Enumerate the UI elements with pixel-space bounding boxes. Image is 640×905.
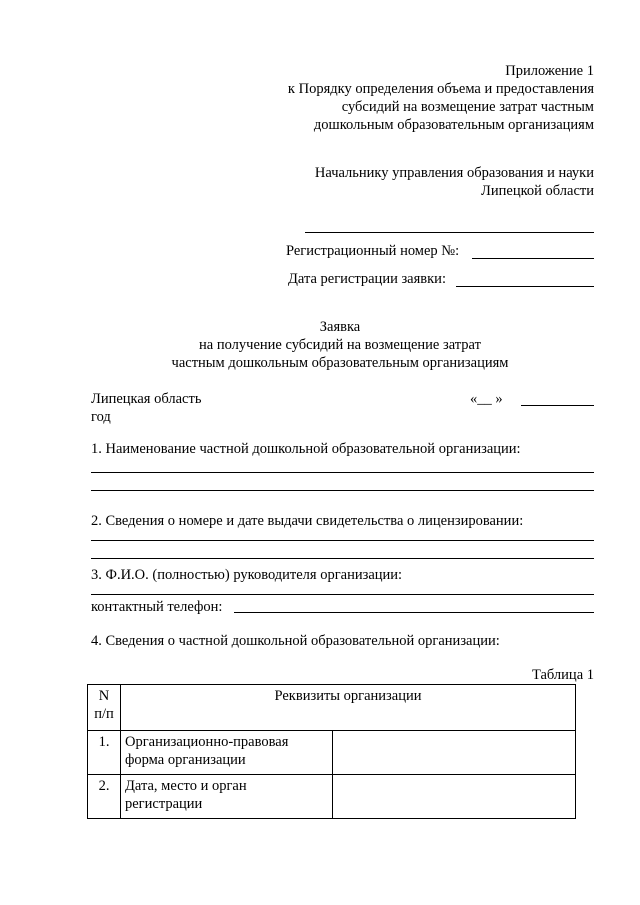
row-num-cell (88, 775, 121, 819)
row-label-cell (121, 731, 333, 775)
header-num-sub-label: п/п (94, 706, 114, 722)
section-1-field-line-1[interactable] (91, 472, 594, 473)
place-region: Липецкая область (91, 391, 202, 407)
date-month-field[interactable] (521, 405, 594, 406)
section-1-label: 1. Наименование частной дошкольной образовательной организации: (91, 441, 521, 457)
section-4-label: 4. Сведения о частной дошкольной образовательной организации: (91, 633, 500, 649)
appendix-title: Приложение 1 (505, 63, 594, 79)
table-row (88, 775, 576, 819)
requisites-table (87, 684, 576, 819)
table-header-row (88, 685, 576, 731)
header-num-cell (88, 685, 121, 731)
addressee-line-1: Начальнику управления образования и науки (314, 165, 594, 181)
section-2-field-line-1[interactable] (91, 540, 594, 541)
row-num: 2. (98, 778, 110, 794)
addressee-line-2: Липецкой области (481, 183, 594, 199)
date-day: «__ » (470, 391, 503, 407)
section-1-field-line-2[interactable] (91, 490, 594, 491)
phone-label: контактный телефон: (91, 599, 223, 615)
heading-line-3: частным дошкольным образовательным организациям (171, 355, 509, 371)
addressee-blank-line[interactable] (305, 232, 594, 233)
section-3-field-line[interactable] (91, 594, 594, 595)
date-year-label: год (91, 409, 111, 425)
row-label-line-2: форма организации (125, 752, 246, 768)
section-2-label: 2. Сведения о номере и дате выдачи свидетельства о лицензировании: (91, 513, 524, 529)
table-caption: Таблица 1 (531, 667, 594, 683)
appendix-line-2: субсидий на возмещение затрат частным (341, 99, 594, 115)
heading-title: Заявка (319, 319, 361, 335)
appendix-line-3: дошкольным образовательным организациям (313, 117, 594, 133)
appendix-line-1: к Порядку определения объема и предоставления (287, 81, 594, 97)
phone-field[interactable] (234, 612, 594, 613)
header-num-label: N (98, 688, 110, 704)
row-label-line-2: регистрации (125, 796, 203, 812)
row-label-cell (121, 775, 333, 819)
reg-number-field[interactable] (472, 258, 594, 259)
table-row (88, 731, 576, 775)
row-num: 1. (98, 734, 110, 750)
row-value-cell[interactable] (333, 775, 576, 819)
row-label-line-1: Организационно-правовая (125, 734, 289, 750)
header-req-label: Реквизиты организации (274, 688, 422, 704)
row-num-cell (88, 731, 121, 775)
row-label-line-1: Дата, место и орган (125, 778, 247, 794)
reg-date-field[interactable] (456, 286, 594, 287)
reg-date-label: Дата регистрации заявки: (288, 271, 446, 287)
heading-line-2: на получение субсидий на возмещение затрат (199, 337, 481, 353)
row-value-cell[interactable] (333, 731, 576, 775)
section-3-label: 3. Ф.И.О. (полностью) руководителя организации: (91, 567, 403, 583)
header-req-cell (121, 685, 576, 731)
section-2-field-line-2[interactable] (91, 558, 594, 559)
reg-number-label: Регистрационный номер №: (286, 243, 460, 259)
